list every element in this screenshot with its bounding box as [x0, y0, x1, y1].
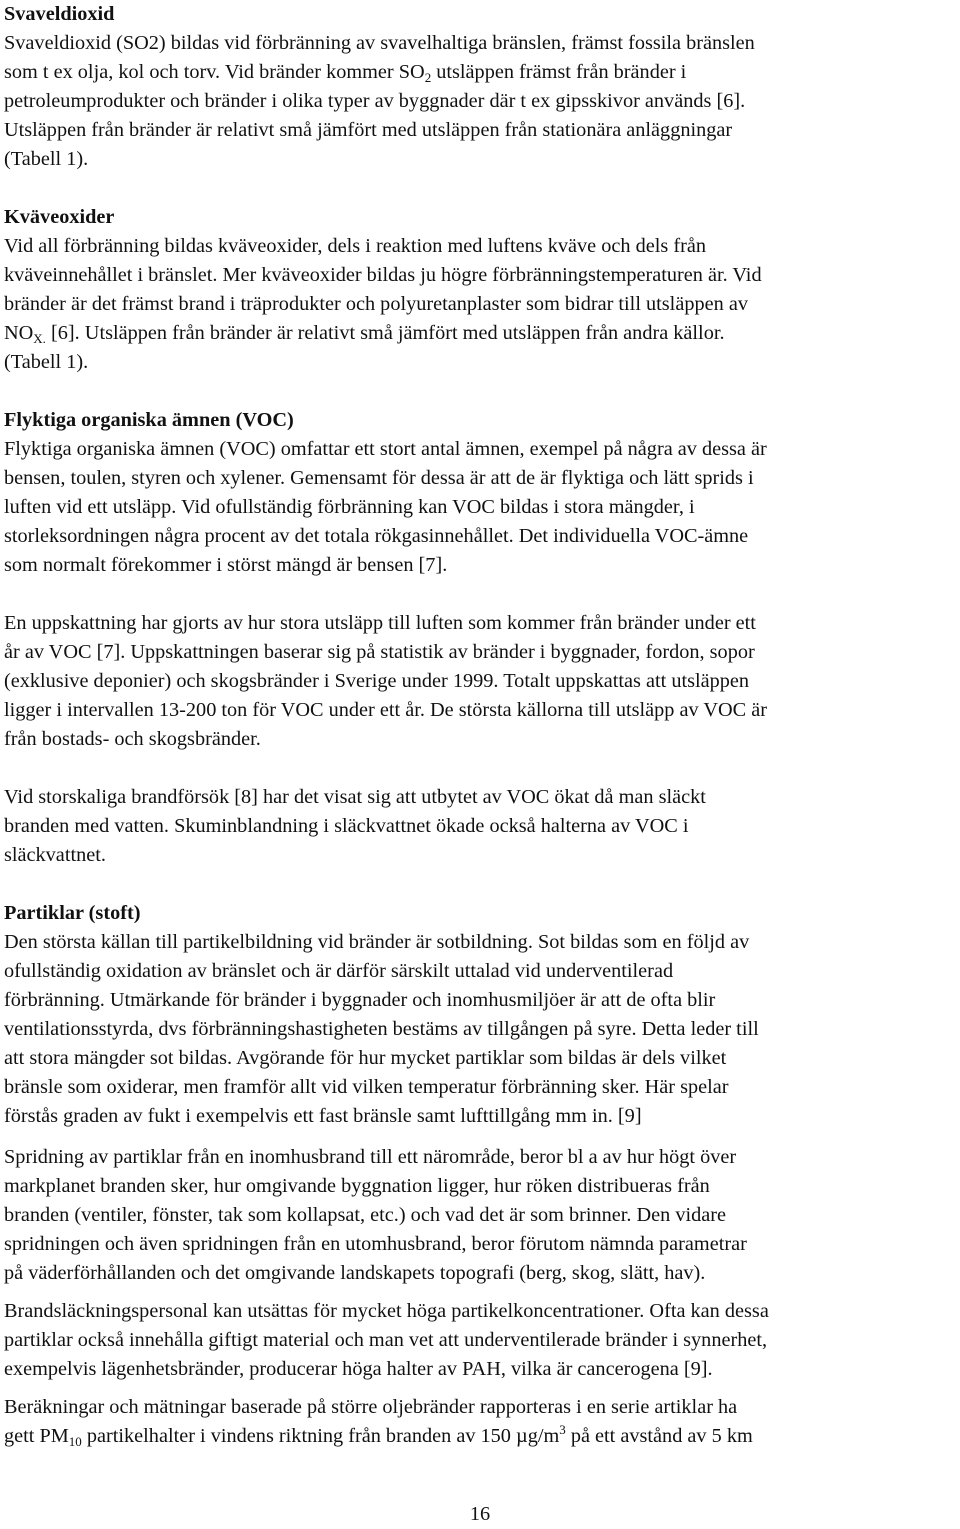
text-line: bränder är det främst brand i träprodukter och polyuretanplaster som bidrar till utsläppen av [4, 293, 748, 315]
text-line: exempelvis lägenhetsbränder, producerar höga halter av PAH, vilka är cancerogena [9]. [4, 1358, 713, 1380]
text-line: år av VOC [7]. Uppskattningen baserar sig på statistik av bränder i byggnader, fordon, sopor [4, 641, 755, 663]
text-line: (exklusive deponier) och skogsbränder i Sverige under 1999. Totalt uppskattas att utsläppen [4, 670, 750, 692]
text-line: Beräkningar och mätningar baserade på större oljebränder rapporteras i en serie artiklar ha [4, 1396, 738, 1418]
text-run: NO [4, 322, 34, 344]
paragraph [4, 783, 956, 870]
section-svaveldioxid [4, 0, 956, 174]
text-line: släckvattnet. [4, 844, 106, 866]
text-line: (Tabell 1). [4, 351, 89, 373]
text-line: Flyktiga organiska ämnen (VOC) omfattar ett stort antal ämnen, exempel på några av dessa är [4, 438, 767, 460]
text-line: Utsläppen från bränder är relativt små jämfört med utsläppen från stationära anläggningar [4, 119, 733, 141]
superscript: 3 [559, 1422, 566, 1437]
text-line: Svaveldioxid (SO2) bildas vid förbränning av svavelhaltiga bränslen, främst fossila bränslen [4, 32, 755, 54]
text-line: ventilationsstyrda, dvs förbränningshastigheten bestäms av tillgången på syre. Detta leder till [4, 1018, 759, 1040]
text-line: förbränning. Utmärkande för bränder i byggnader och inomhusmiljöer är att de ofta blir [4, 989, 716, 1011]
text-line: bränsle som oxiderar, men framför allt vid vilken temperatur förbränning sker. Här spelar [4, 1076, 729, 1098]
spacer [4, 1288, 956, 1297]
text-run: gett PM [4, 1425, 69, 1447]
text-run: som t ex olja, kol och torv. Vid bränder kommer SO [4, 61, 425, 83]
text-line: Spridning av partiklar från en inomhusbrand till ett närområde, beror bl a av hur högt över [4, 1146, 737, 1168]
subscript: 10 [68, 1434, 82, 1449]
paragraph [4, 29, 956, 174]
text-line: petroleumprodukter och bränder i olika typer av byggnader där t ex gipsskivor används [6]. [4, 90, 746, 112]
subscript: X. [33, 331, 46, 346]
text-run: partikelhalter i vindens riktning från branden av 150 µg/m [81, 1425, 560, 1447]
text-line: från bostads- och skogsbränder. [4, 728, 261, 750]
text-line: storleksordningen några procent av det totala rökgasinnehållet. Det individuella VOC-ämne [4, 525, 749, 547]
text-line: Vid all förbränning bildas kväveoxider, dels i reaktion med luftens kväve och dels från [4, 235, 706, 257]
paragraph [4, 232, 956, 377]
paragraph [4, 928, 956, 1131]
paragraph [4, 435, 956, 580]
text-line [4, 58, 956, 87]
text-line: spridningen och även spridningen från en utomhusbrand, beror förutom nämnda parametrar [4, 1233, 747, 1255]
text-run: [6]. Utsläppen från bränder är relativt små jämfört med utsläppen från andra källor. [45, 322, 725, 344]
paragraph [4, 609, 956, 754]
spacer [4, 1384, 956, 1393]
section-heading: Kväveoxider [4, 206, 115, 228]
subscript: 2 [424, 70, 432, 85]
text-run: på ett avstånd av 5 km [565, 1425, 753, 1447]
page-number: 16 [469, 1503, 491, 1525]
text-line: branden (ventiler, fönster, tak som kollapsat, etc.) och vad det är som brinner. Den vidare [4, 1204, 727, 1226]
text-line: Brandsläckningspersonal kan utsättas för mycket höga partikelkoncentrationer. Ofta kan dessa [4, 1300, 769, 1322]
paragraph [4, 1393, 956, 1451]
paragraph [4, 1297, 956, 1384]
text-line: bensen, toulen, styren och xylener. Gemensamt för dessa är att de är flyktiga och lätt sprids i [4, 467, 754, 489]
spacer [4, 1131, 956, 1143]
spacer [4, 377, 956, 406]
text-run: utsläppen främst från bränder i [431, 61, 687, 83]
paragraph [4, 1143, 956, 1288]
text-line: branden med vatten. Skuminblandning i släckvattnet ökade också halterna av VOC i [4, 815, 689, 837]
text-line: markplanet branden sker, hur omgivande byggnation ligger, hur röken distribueras från [4, 1175, 710, 1197]
section-partiklar [4, 899, 956, 1451]
text-line: En uppskattning har gjorts av hur stora utsläpp till luften som kommer från bränder under ett [4, 612, 756, 634]
text-line: att stora mängder sot bildas. Avgörande för hur mycket partiklar som bildas är dels vilket [4, 1047, 727, 1069]
section-heading: Svaveldioxid [4, 3, 115, 25]
text-line: Den största källan till partikelbildning vid bränder är sotbildning. Sot bildas som en följd av [4, 931, 750, 953]
spacer [4, 754, 956, 783]
text-line: Vid storskaliga brandförsök [8] har det visat sig att utbytet av VOC ökat då man släckt [4, 786, 706, 808]
text-line: (Tabell 1). [4, 148, 89, 170]
spacer [4, 580, 956, 609]
text-line: partiklar också innehålla giftigt material och man vet att underventilerade bränder i synnerhet, [4, 1329, 768, 1351]
text-line [4, 319, 956, 348]
text-line: på väderförhållanden och det omgivande landskapets topografi (berg, skog, slätt, hav). [4, 1262, 706, 1284]
section-heading: Partiklar (stoft) [4, 902, 141, 924]
text-line: luften vid ett utsläpp. Vid ofullständig förbränning kan VOC bildas i stora mängder, i [4, 496, 695, 518]
section-kvaveoxider [4, 203, 956, 377]
text-line: ofullständig oxidation av bränslet och är därför särskilt uttalad vid underventilerad [4, 960, 674, 982]
text-line: som normalt förekommer i störst mängd är bensen [7]. [4, 554, 448, 576]
spacer [4, 870, 956, 899]
section-voc [4, 406, 956, 870]
text-line: kväveinnehållet i bränslet. Mer kväveoxider bildas ju högre förbränningstemperaturen är. Vid [4, 264, 762, 286]
text-line: förstås graden av fukt i exempelvis ett fast bränsle samt lufttillgång mm in. [9] [4, 1105, 642, 1127]
text-line: ligger i intervallen 13-200 ton för VOC under ett år. De största källorna till utsläpp av VOC är [4, 699, 768, 721]
section-heading: Flyktiga organiska ämnen (VOC) [4, 409, 294, 431]
spacer [4, 174, 956, 203]
text-line [4, 1422, 956, 1451]
